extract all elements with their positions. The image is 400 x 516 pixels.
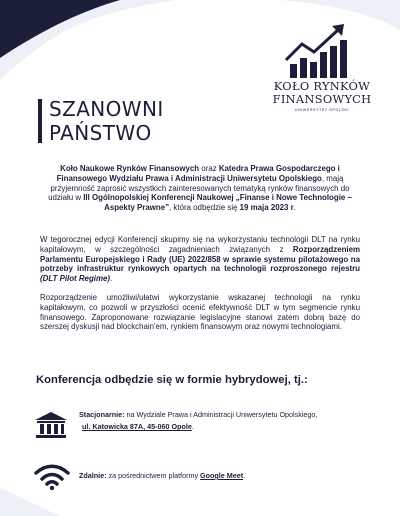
department-name: Katedra Prawa Gospodarczego i Finansowego Wydziału Prawa i Administracji Uniwersytetu Opolskiego [56,164,340,183]
online-label: Zdalnie: [79,471,107,480]
top-left-wave-decoration [0,0,175,90]
invitation-paragraph [40,164,360,213]
text-fragment: . [243,471,246,480]
university-building-icon [34,411,68,439]
title-line2: PAŃSTWO [49,121,152,145]
hybrid-format-heading: Konferencja odbędzie się w formie hybrydowej, tj.: [36,374,308,386]
stationary-address: ul. Katowicka 87A, 45-060 Opole [82,422,192,431]
logo-name-line1: KOŁO RYNKÓW [273,79,371,93]
regulation-paragraph: Rozporządzenie umożliwi/ułatwi wykorzystanie wskazanej technologii na rynku kapitałowym, co pozwoli w przyszłości ocenić efektywność DLT w tym segmencie rynku finansowego. Zaproponowane rozwiązanie legislacyjne stanowi zatem dobrą bazę do szerszej dyskusji nad blockchain'em, rynkiem finansowym oraz nowymi technologiami. [40,293,360,332]
text-fragment: . [110,274,113,284]
regulation-name: Rozporządzeniem Parlamentu Europejskiego i Rady (UE) 2022/858 w sprawie systemu pilotażowego na potrzeby infrastruktur rynkowych opartych na technologii rozproszonego rejestru [40,244,360,274]
text-fragment: , która odbędzie się [169,203,240,213]
logo-name [258,80,386,106]
title-line1: SZANOWNI [49,97,164,121]
text-fragment: . [293,203,296,213]
text-fragment: . [191,422,194,431]
stationary-label: Stacjonarnie: [79,410,125,419]
pilot-regime-name: (DLT Pilot Regime) [40,274,110,284]
topic-paragraph [40,235,360,284]
wifi-icon [34,463,70,491]
text-fragment: W tegorocznej edycji Konferencji skupimy się na wykorzystaniu technologii DLT na rynku kapitałowym, w szczególności zagadnieniach związanych z [40,235,360,254]
page-title [49,97,164,145]
online-info [79,471,379,480]
stationary-venue: na Wydziale Prawa i Administracji Uniwersytetu Opolskiego, [124,410,318,419]
conference-name: III Ogólnopolskiej Konferencji Naukowej „Finanse i Nowe Technologie – Aspekty Prawne” [83,193,352,213]
logo-chart-icon [262,22,382,80]
title-accent-bar [38,99,42,143]
text-fragment: za pośrednictwem platformy [106,471,201,480]
stationary-info [79,409,379,433]
text-fragment: oraz [199,164,219,173]
organizer-name: Koło Naukowe Rynków Finansowych [60,164,200,173]
google-meet-link[interactable]: Google Meet [200,471,244,480]
text-fragment: , mają przyjemność zaprosić wszystkich zainteresowanych tematyką rynków finansowych do udziału w [48,173,350,203]
conference-date: 19 maja 2023 r [239,203,294,213]
logo-name-line2: FINANSOWYCH [272,92,372,106]
logo-subtitle: UNIWERSYTET OPOLSKI [294,108,350,112]
